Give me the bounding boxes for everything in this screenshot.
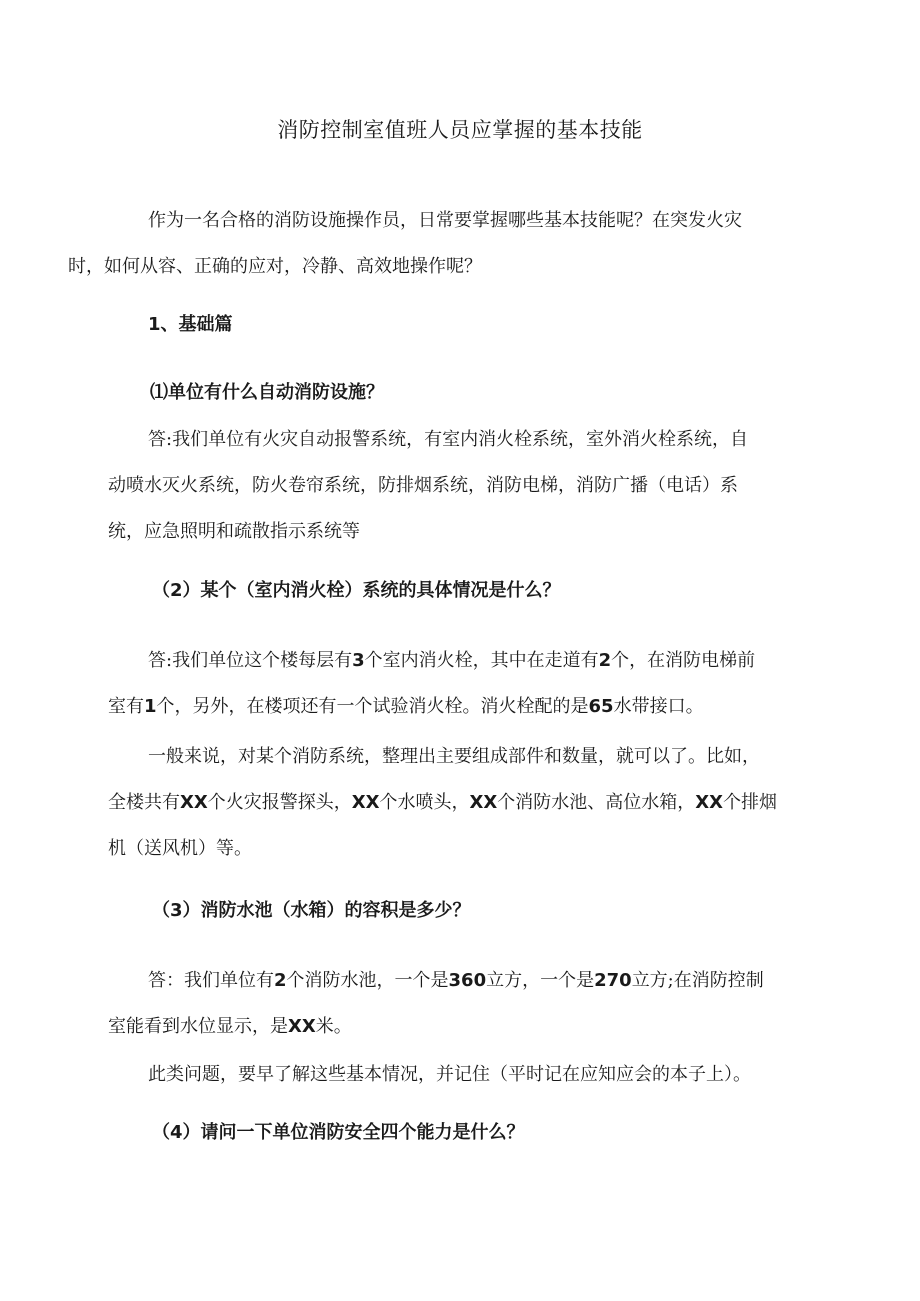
number: 2: [274, 970, 287, 991]
number: XX: [180, 792, 208, 813]
text: 个，在消防电梯前: [611, 650, 756, 671]
q1-answer-line-1: 答:我们单位有火灾自动报警系统，有室内消火栓系统，室外消火栓系统，自: [148, 429, 749, 450]
q1-answer-line-2: 动喷水灭火系统，防火卷帘系统，防排烟系统，消防电梯，消防广播（电话）系: [108, 475, 738, 496]
text: 答:我们单位这个楼每层有: [148, 650, 353, 671]
text: 米。: [315, 1016, 352, 1037]
number: XX: [288, 1016, 316, 1037]
q2-explanation-line-1: 一般来说，对某个消防系统，整理出主要组成部件和数量，就可以了。比如，: [148, 746, 760, 767]
text: 室有: [108, 696, 144, 717]
number: XX: [351, 792, 380, 813]
intro-line-1: 作为一名合格的消防设施操作员，日常要掌握哪些基本技能呢？在突发火灾: [148, 210, 742, 231]
text: 立方;在消防控制: [631, 970, 764, 991]
question-3-heading: （3）消防水池（水箱）的容积是多少？: [152, 900, 471, 921]
question-4-heading: （4）请问一下单位消防安全四个能力是什么？: [152, 1122, 525, 1143]
q2-explanation-line-2: [108, 780, 824, 826]
text: 个排烟: [723, 792, 778, 813]
number: 65: [588, 696, 614, 717]
question-3-explanation: [108, 1052, 824, 1098]
text: 全楼共有: [108, 792, 180, 813]
question-1-answer: [108, 417, 824, 555]
q2-explanation-line-3: 机（送风机）等。: [108, 838, 252, 859]
number: 3: [352, 650, 365, 671]
q2-answer-line-1: [108, 638, 824, 684]
text: 个水喷头，: [379, 792, 470, 813]
question-1-heading: ⑴单位有什么自动消防设施？: [150, 382, 384, 403]
number: 1: [144, 696, 157, 717]
text: 个室内消火栓，其中在走道有: [364, 650, 599, 671]
intro-line-2: 时，如何从容、正确的应对，冷静、高效地操作呢？: [68, 256, 482, 277]
text: 个消防水池，一个是: [286, 970, 449, 991]
q3-explanation-line-1: 此类问题，要早了解这些基本情况，并记住（平时记在应知应会的本子上）。: [148, 1064, 751, 1085]
number: XX: [469, 792, 498, 813]
number: 2: [598, 650, 612, 671]
q1-answer-line-3: 统，应急照明和疏散指示系统等: [108, 521, 360, 542]
question-2-explanation: [108, 734, 824, 872]
q2-answer-line-2: [108, 684, 824, 730]
number: 360: [448, 970, 487, 991]
question-3-answer: [108, 958, 824, 1050]
number: XX: [695, 792, 724, 813]
q3-answer-line-2: [108, 1004, 824, 1050]
text: 个，另外，在楼项还有一个试验消火栓。消火栓配的是: [156, 696, 589, 717]
intro-paragraph: [68, 198, 824, 290]
question-2-answer: [108, 638, 824, 730]
question-2-heading: （2）某个（室内消火栓）系统的具体情况是什么？: [152, 580, 561, 601]
text: 水带接口。: [613, 696, 704, 717]
section-heading-basics: 1、基础篇: [148, 314, 233, 335]
text: 答：我们单位有: [148, 970, 274, 991]
text: 室能看到水位显示，是: [108, 1016, 288, 1037]
text: 个火灾报警探头，: [207, 792, 352, 813]
document-title: 消防控制室值班人员应掌握的基本技能: [277, 118, 643, 142]
text: 立方，一个是: [486, 970, 595, 991]
number: 270: [594, 970, 632, 991]
text: 个消防水池、高位水箱，: [497, 792, 696, 813]
q3-answer-line-1: [108, 958, 824, 1004]
